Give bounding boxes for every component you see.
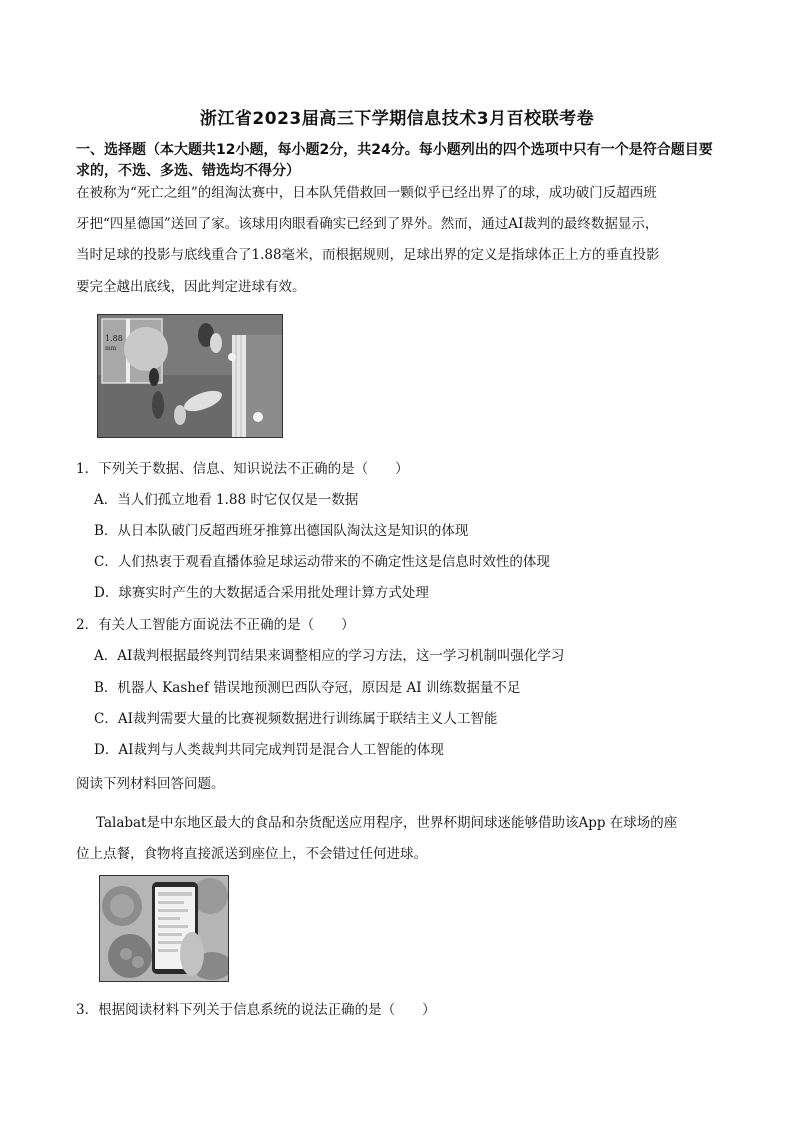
question-2-option-d: D．AI裁判与人类裁判共同完成判罚是混合人工智能的体现 [94, 742, 444, 758]
question-1-option-d: D．球赛实时产生的大数据适合采用批处理计算方式处理 [94, 585, 429, 601]
question-3-stem: 3．根据阅读材料下列关于信息系统的说法正确的是（ ） [76, 1002, 436, 1018]
section-heading: 一、选择题（本大题共12小题，每小题2分，共24分。每小题列出的四个选项中只有一个是符合题目要求的，不选、多选、错选均不得分） [76, 142, 713, 179]
passage1-line: 当时足球的投影与底线重合了1.88毫米，而根据规则，足球出界的定义是指球体正上方的垂直投影 [76, 247, 660, 263]
passage2-line: 位上点餐，食物将直接派送到座位上，不会错过任何进球。 [76, 846, 427, 862]
football-var-illustration [98, 315, 282, 437]
passage1-line: 要完全越出底线，因此判定进球有效。 [76, 279, 306, 295]
food-app-illustration [100, 876, 228, 981]
question-1-option-a: A．当人们孤立地看 1.88 时它仅仅是一数据 [94, 492, 359, 508]
question-2-option-a: A．AI裁判根据最终判罚结果来调整相应的学习方法，这一学习机制叫强化学习 [94, 648, 565, 664]
question-2-stem: 2．有关人工智能方面说法不正确的是（ ） [76, 617, 355, 633]
food-app-photo [99, 875, 229, 982]
football-var-photo [97, 314, 283, 438]
question-1-stem: 1．下列关于数据、信息、知识说法不正确的是（ ） [76, 461, 409, 477]
measure-unit-text: mm [105, 345, 117, 352]
passage2-line: Talabat是中东地区最大的食品和杂货配送应用程序，世界杯期间球迷能够借助该App 在球场的座 [96, 815, 678, 831]
passage1-line: 牙把“四星德国”送回了家。该球用肉眼看确实已经到了界外。然而，通过AI裁判的最终数据显示， [76, 216, 659, 232]
exam-title: 浙江省2023届高三下学期信息技术3月百校联考卷 [199, 109, 595, 129]
question-1-option-c: C．人们热衷于观看直播体验足球运动带来的不确定性这是信息时效性的体现 [94, 554, 550, 570]
reading-prompt: 阅读下列材料回答问题。 [76, 776, 225, 792]
question-2-option-c: C．AI裁判需要大量的比赛视频数据进行训练属于联结主义人工智能 [94, 711, 498, 727]
question-1-option-b: B．从日本队破门反超西班牙推算出德国队淘汰这是知识的体现 [94, 523, 469, 539]
measure-value-text: 1.88 [105, 334, 123, 343]
passage1-line: 在被称为“死亡之组”的组淘汰赛中，日本队凭借救回一颗似乎已经出界了的球，成功破门反超西班 [76, 185, 657, 201]
question-2-option-b: B．机器人 Kashef 错误地预测巴西队夺冠，原因是 AI 训练数据量不足 [94, 680, 521, 696]
